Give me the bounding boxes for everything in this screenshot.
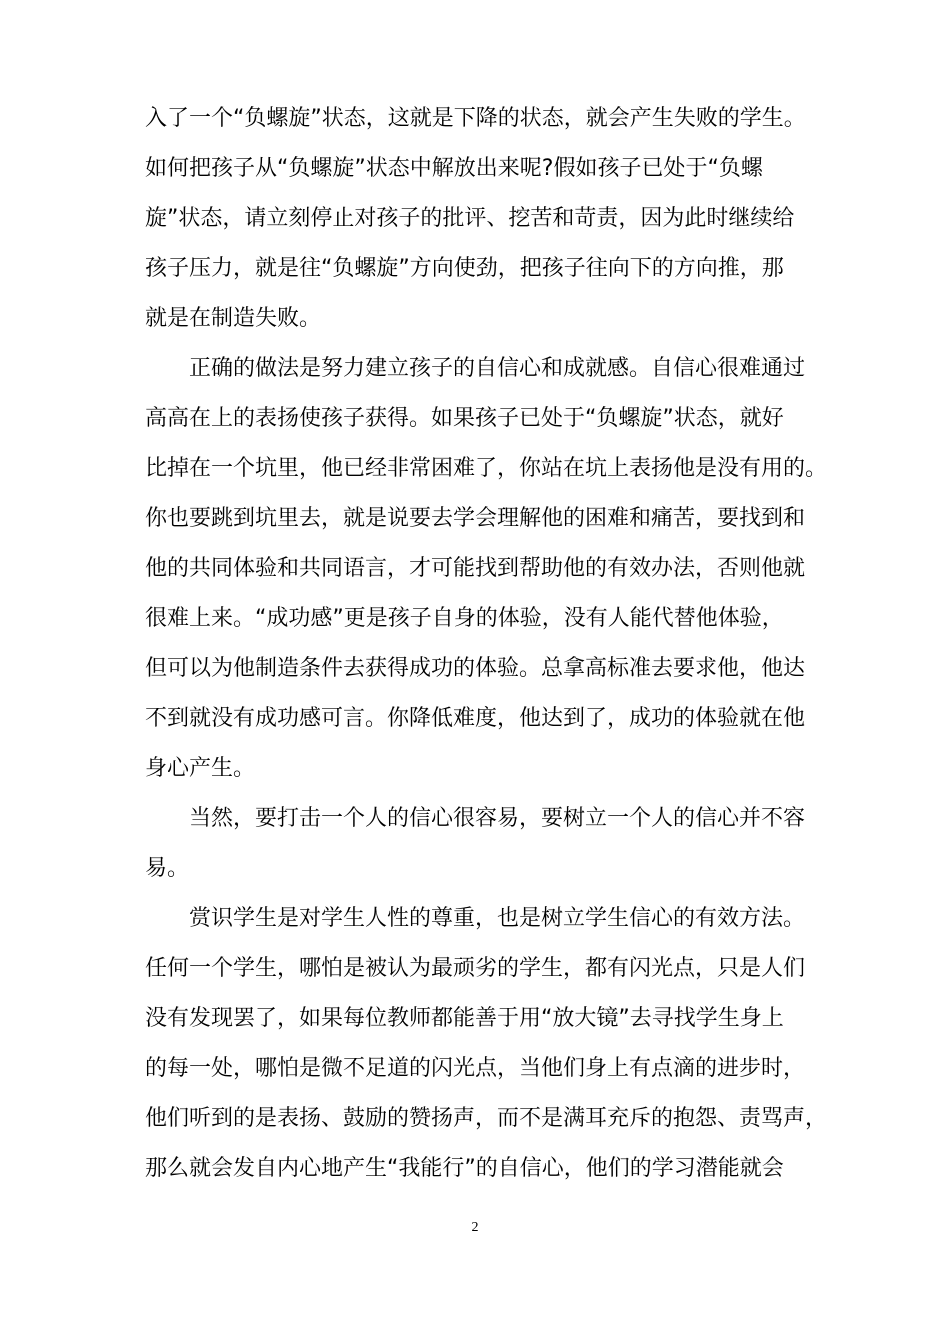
text-line: 的每一处，哪怕是微不足道的闪光点，当他们身上有点滴的进步时， [145,1056,806,1081]
text-line: 没有发现罢了，如果每位教师都能善于用“放大镜”去寻找学生身上 [145,1006,784,1031]
text-line: 不到就没有成功感可言。你降低难度，他达到了，成功的体验就在他 [145,706,806,731]
text-line: 易。 [145,856,190,881]
text-line: 比掉在一个坑里，他已经非常困难了，你站在坑上表扬他是没有用的。 [145,456,828,481]
text-line: 那么就会发自内心地产生“我能行”的自信心，他们的学习潜能就会 [145,1156,784,1181]
text-line: 入了一个“负螺旋”状态，这就是下降的状态，就会产生失败的学生。 [145,106,806,131]
text-line: 赏识学生是对学生人性的尊重，也是树立学生信心的有效方法。 [189,906,806,931]
text-line: 如何把孩子从“负螺旋”状态中解放出来呢?假如孩子已处于“负螺 [145,156,763,181]
page-number: 2 [471,1220,479,1235]
text-line: 任何一个学生，哪怕是被认为最顽劣的学生，都有闪光点，只是人们 [145,956,806,981]
text-line: 他的共同体验和共同语言，才可能找到帮助他的有效办法，否则他就 [145,556,806,581]
text-line: 你也要跳到坑里去，就是说要去学会理解他的困难和痛苦，要找到和 [145,506,806,531]
text-line: 但可以为他制造条件去获得成功的体验。总拿高标准去要求他，他达 [145,656,806,681]
text-line: 当然，要打击一个人的信心很容易，要树立一个人的信心并不容 [189,806,806,831]
text-line: 旋”状态，请立刻停止对孩子的批评、挖苦和苛责，因为此时继续给 [145,206,795,231]
text-line: 很难上来。“成功感”更是孩子自身的体验，没有人能代替他体验， [145,606,784,631]
text-line: 高高在上的表扬使孩子获得。如果孩子已处于“负螺旋”状态，就好 [145,406,784,431]
text-line: 就是在制造失败。 [145,306,322,331]
text-line: 他们听到的是表扬、鼓励的赞扬声，而不是满耳充斥的抱怨、责骂声， [145,1106,828,1131]
text-line: 正确的做法是努力建立孩子的自信心和成就感。自信心很难通过 [189,356,806,381]
text-line: 身心产生。 [145,756,256,781]
text-line: 孩子压力，就是往“负螺旋”方向使劲，把孩子往向下的方向推，那 [145,256,784,281]
